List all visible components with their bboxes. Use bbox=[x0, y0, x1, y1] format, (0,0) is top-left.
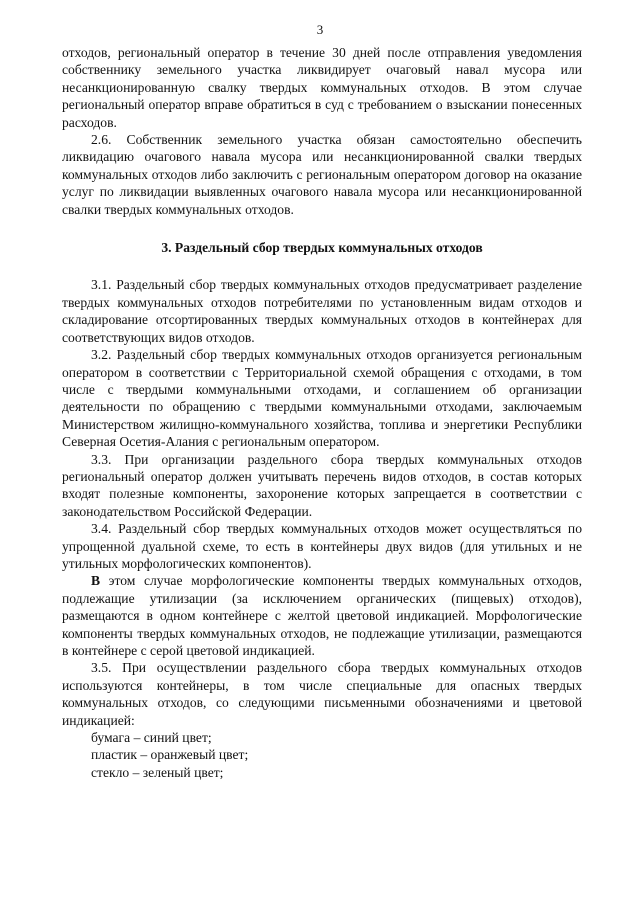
page-number: 3 bbox=[316, 22, 324, 37]
section-heading: 3. Раздельный сбор твердых коммунальных отходов bbox=[161, 240, 483, 256]
paragraph-dual-scheme-text: этом случае морфологические компоненты твердых коммунальных отходов, подлежащие утилизации (за исключением органических (пищевых) отходов), размещаются в одном контейнере с желтой цветовой индикацией. Морфологические компоненты твердых коммунальных отходов, не подлежащие утилизации, размещаются в контейнере с серой цветовой индикацией. bbox=[62, 573, 582, 658]
paragraph-3-2: 3.2. Раздельный сбор твердых коммунальных отходов организуется региональным оператором в соответствии с Территориальной схемой обращения с отходами, в том числе с твердыми коммунальными отходами, и соглашением об организации деятельности по обращению с твердыми коммунальными отходами, заключаемым Министерством жилищно-коммунального хозяйства, топлива и энергетики Республики Северная Осетия-Алания с региональным оператором. bbox=[62, 347, 582, 450]
paragraph-3-5: 3.5. При осуществлении раздельного сбора твердых коммунальных отходов используются контейнеры, в том числе специальные для опасных твердых коммунальных отходов, со следующими письменными обозначениями и цветовой индикацией: bbox=[62, 660, 582, 728]
list-item: стекло – зеленый цвет; bbox=[91, 764, 224, 780]
document-body bbox=[62, 44, 582, 781]
paragraph-lead-letter: В bbox=[91, 573, 101, 589]
list-item: пластик – оранжевый цвет; bbox=[91, 747, 249, 763]
paragraph-dual-scheme bbox=[62, 572, 582, 659]
paragraph-3-3: 3.3. При организации раздельного сбора твердых коммунальных отходов региональный оператор должен учитывать перечень видов отходов, в состав которых входят полезные компоненты, захоронение которых запрещается в соответствии с законодательством Российской Федерации. bbox=[62, 451, 582, 519]
paragraph-continuation: отходов, региональный оператор в течение 30 дней после отправления уведомления собственнику земельного участка ликвидирует очаговый навал мусора или несанкционированную свалку твердых коммунальных отходов. В этом случае региональный оператор вправе обратиться в суд с требованием о взыскании понесенных расходов. bbox=[62, 45, 582, 130]
paragraph-3-1: 3.1. Раздельный сбор твердых коммунальных отходов предусматривает разделение твердых коммунальных отходов потребителями по установленным видам отходов и складирование отсортированных твердых коммунальных отходов в контейнерах для соответствующих видов отходов. bbox=[62, 277, 582, 345]
paragraph-2-6: 2.6. Собственник земельного участка обязан самостоятельно обеспечить ликвидацию очагового навала мусора или несанкционированной свалки твердых коммунальных отходов либо заключить с региональным оператором договор на оказание услуг по ликвидации выявленных очагового навала мусора или несанкционированной свалки твердых коммунальных отходов. bbox=[62, 132, 582, 217]
list-item: бумага – синий цвет; bbox=[91, 730, 212, 746]
paragraph-3-4: 3.4. Раздельный сбор твердых коммунальных отходов может осуществляться по упрощенной дуальной схеме, то есть в контейнеры двух видов (для утильных и не утильных морфологических компонентов). bbox=[62, 521, 582, 571]
